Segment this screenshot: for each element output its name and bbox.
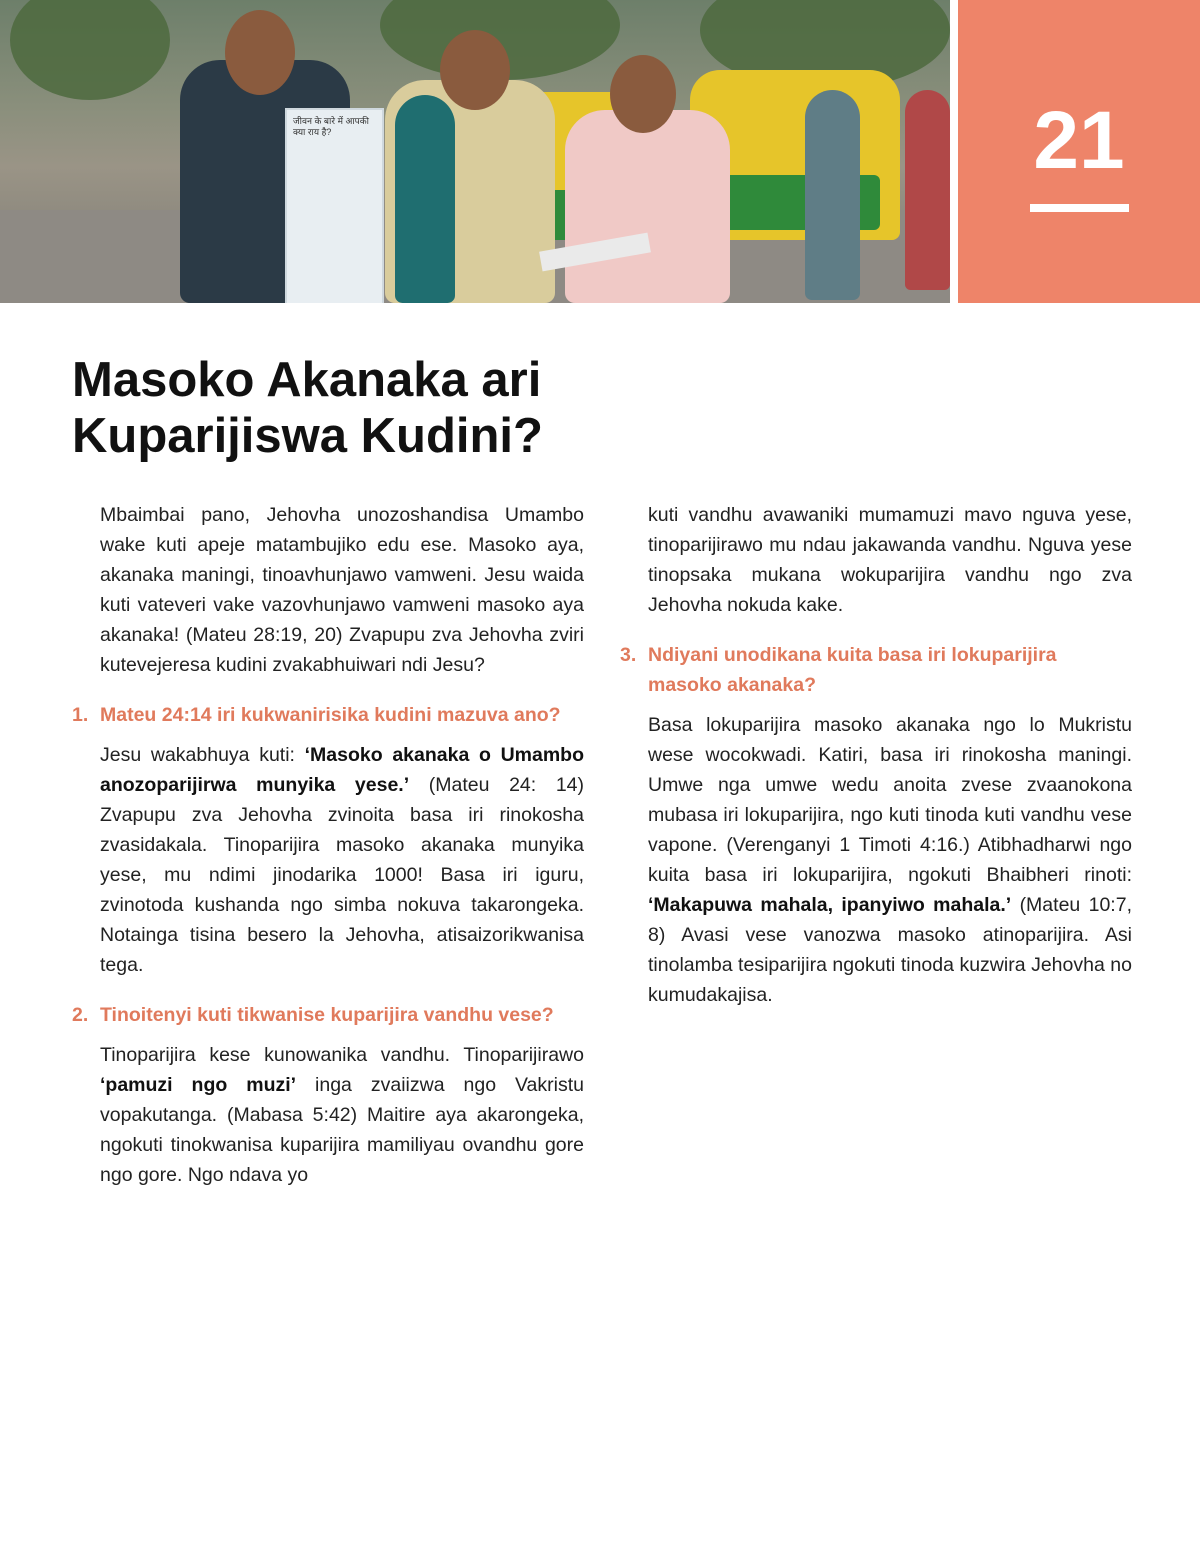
lesson-number: 21 xyxy=(1033,95,1125,186)
question-2 xyxy=(72,1000,584,1030)
poster-text: जीवन के बारे में आपकी क्या राय है? xyxy=(293,116,370,137)
answer-text: Basa lokuparijira masoko akanaka ngo lo Mukristu wese wocokwadi. Katiri, basa iri rinokosha maningi. Umwe nga umwe wedu anoita zvese zvaanokona mubasa iri lokuparijira, ngo kuti tinoda kuti vandhu vese vapone. (Verenganyi 1 Timoti 4:16.) Atibhadharwi ngo kuita basa iri lokuparijira, ngokuti Bhaibheri rinoti: xyxy=(648,714,1132,886)
question-number: 1. xyxy=(72,704,89,726)
answer-2 xyxy=(100,1040,584,1190)
question-text: Mateu 24:14 iri kukwanirisika kudini mazuva ano? xyxy=(100,704,561,726)
scripture-quote: ‘pamuzi ngo muzi’ xyxy=(100,1074,297,1096)
badge-underline xyxy=(1030,204,1129,212)
lesson-photo xyxy=(0,0,950,303)
answer-text: Jesu wakabhuya kuti: xyxy=(100,744,305,766)
lesson-number-badge xyxy=(958,0,1200,303)
question-3 xyxy=(620,640,1132,700)
answer-3 xyxy=(648,710,1132,1010)
answer-text: Tinoparijira kese kunowanika vandhu. Tinoparijirawo xyxy=(100,1044,584,1066)
answer-text: (Mateu 10:7, 8) Avasi vese vanozwa masoko atinoparijira. Asi tinolamba tesiparijira ngokuti tinoda kuzwira Jehovha no kumudakajisa. xyxy=(648,894,1132,1006)
scripture-quote: ‘Makapuwa mahala, ipanyiwo mahala.’ xyxy=(648,894,1012,916)
question-text: Ndiyani unodikana kuita basa iri lokuparijira masoko akanaka? xyxy=(648,644,1057,696)
right-column xyxy=(620,500,1132,1030)
answer-text: inga zvaiizwa ngo Vakristu vopakutanga. (Mabasa 5:42) Maitire aya akarongeka, ngokuti tinokwanisa kuparijira mamiliyau ovandhu gore ngo gore. Ngo ndava yo xyxy=(100,1074,584,1186)
question-number: 2. xyxy=(72,1004,89,1026)
answer-1 xyxy=(100,740,584,980)
left-column xyxy=(72,500,584,1210)
scripture-quote: ‘Masoko akanaka o Umambo anozoparijirwa munyika yese.’ xyxy=(100,744,585,796)
answer-text: (Mateu 24: 14) Zvapupu zva Jehovha zvinoita basa iri rinokosha zvasidakala. Tinoparijira masoko akanaka munyika yese, mu ndimi jinodarika 1000! Basa iri iguru, zvinotoda kushanda ngo simba nokuva takarongeka. Notainga tisina besero la Jehovha, atisaizorikwanisa tega. xyxy=(100,774,584,976)
question-1 xyxy=(72,700,584,730)
answer-2-continued: kuti vandhu avawaniki mumamuzi mavo nguva yese, tinoparijirawo mu ndau jakawanda vandhu. Nguva yese tinopsaka mukana wokuparijira vandhu ngo zva Jehovha nokuda kake. xyxy=(648,504,1132,616)
question-number: 3. xyxy=(620,644,637,666)
question-text: Tinoitenyi kuti tikwanise kuparijira vandhu vese? xyxy=(100,1004,554,1026)
intro-paragraph: Mbaimbai pano, Jehovha unozoshandisa Umambo wake kuti apeje matambujiko edu ese. Masoko aya, akanaka maningi, tinoavhunjawo vamweni. Jesu waida kuti vateveri vake vazovhunjawo vamweni masoko aya akanaka! (Mateu 28:19, 20) Zvapupu zva Jehovha zviri kutevejeresa kudini zvakabhuiwari ndi Jesu? xyxy=(100,504,584,676)
page-title: Masoko Akanaka ari Kuparijiswa Kudini? xyxy=(72,353,543,463)
